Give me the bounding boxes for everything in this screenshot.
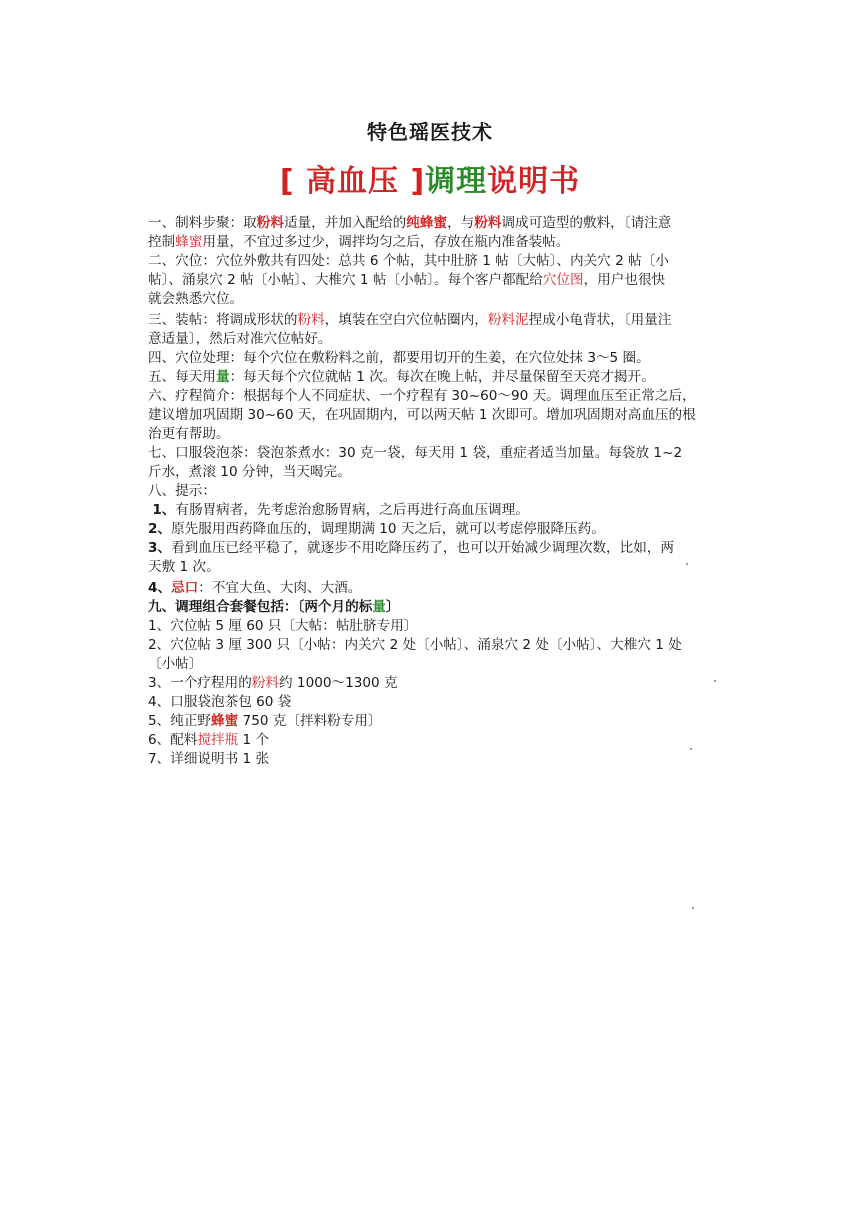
- section-2-line-3: 就会熟悉穴位。: [148, 291, 244, 307]
- package-item-2-line-1: 2、穴位帖 3 厘 300 只〔小帖：内关穴 2 处〔小帖〕、涌泉穴 2 处〔小帖〕、大椎穴 1 处: [148, 637, 682, 653]
- document-body: [148, 214, 713, 769]
- section-8-heading: 八、提示：: [148, 483, 216, 499]
- package-item-5: 5、纯正野蜂蜜 750 克〔拌料粉专用〕: [148, 713, 382, 729]
- section-3-line-1: 三、装帖：将调成形状的粉料，填装在空白穴位帖圈内，粉料泥捏成小龟背状，〔用量注: [148, 312, 672, 328]
- document-title: 特色瑶医技术: [367, 120, 493, 144]
- section-7-line-1: 七、口服袋泡茶：袋泡茶煮水：30 克一袋，每天用 1 袋，重症者适当加量。每袋放 1~2: [148, 445, 683, 461]
- subtitle-bracket-close: ]: [399, 164, 426, 199]
- package-item-3: 3、一个疗程用的粉料约 1000～1300 克: [148, 675, 398, 691]
- section-5-line-1: 五、每天用量：每天每个穴位就帖 1 次。每次在晚上帖，并尽量保留至天亮才揭开。: [148, 369, 655, 385]
- package-item-1: 1、穴位帖 5 厘 60 只〔大帖：帖肚脐专用〕: [148, 618, 418, 634]
- section-6-line-3: 治更有帮助。: [148, 426, 230, 442]
- section-6-line-1: 六、疗程简介：根据每个人不同症状、一个疗程有 30~60～90 天。调理血压至正常之后，: [148, 388, 696, 404]
- document-subtitle: [0, 156, 860, 200]
- package-item-2-line-2: 〔小帖〕: [148, 656, 203, 672]
- section-1-line-1: 一、制料步聚：取粉料适量，并加入配给的纯蜂蜜，与粉料调成可造型的敷料，〔请注意: [148, 215, 672, 231]
- package-item-7: 7、详细说明书 1 张: [148, 751, 270, 767]
- subtitle-end: 说明书: [487, 164, 581, 199]
- package-item-6: 6、配料搅拌瓶 1 个: [148, 732, 270, 748]
- scan-speck: [692, 907, 694, 909]
- package-item-4: 4、口服袋泡茶包 60 袋: [148, 694, 292, 710]
- scan-speck: [686, 563, 688, 565]
- section-2-line-1: 二、穴位：穴位外敷共有四处：总共 6 个帖，其中肚脐 1 帖〔大帖〕、内关穴 2 帖〔小: [148, 253, 669, 269]
- section-2-line-2: 帖〕、涌泉穴 2 帖〔小帖〕、大椎穴 1 帖〔小帖〕。每个客户都配给穴位图，用户也很快: [148, 272, 666, 288]
- section-6-line-2: 建议增加巩固期 30~60 天，在巩固期内，可以两天帖 1 次即可。增加巩固期对高血压的根: [148, 407, 696, 423]
- tip-4: 4、忌口：不宜大鱼、大肉、大酒。: [148, 580, 362, 596]
- section-9-heading: 九、调理组合套餐包括：〔两个月的标量〕: [148, 599, 400, 615]
- section-3-line-2: 意适量〕，然后对准穴位帖好。: [148, 331, 332, 347]
- subtitle-disease: 高血压: [306, 164, 399, 199]
- section-4-line-1: 四、穴位处理：每个穴位在敷粉料之前，都要用切开的生姜，在穴位处抹 3～5 圈。: [148, 350, 650, 366]
- subtitle-bracket-open: [: [279, 164, 306, 199]
- scan-speck: [690, 748, 692, 750]
- section-7-line-2: 斤水，煮滚 10 分钟，当天喝完。: [148, 464, 351, 480]
- subtitle-mid: 调理: [425, 164, 488, 199]
- tip-3-line-2: 天敷 1 次。: [148, 559, 220, 575]
- section-1-line-2: 控制蜂蜜用量，不宜过多过少，调拌均匀之后，存放在瓶内准备装帖。: [148, 234, 570, 250]
- tip-1: 1、有肠胃病者，先考虑治愈肠胃病，之后再进行高血压调理。: [152, 502, 529, 518]
- scan-speck: [714, 680, 716, 682]
- tip-2: 2、原先服用西药降血压的，调理期满 10 天之后，就可以考虑停服降压药。: [148, 521, 605, 537]
- tip-3-line-1: 3、看到血压已经平稳了，就逐步不用吃降压药了，也可以开始减少调理次数，比如，两: [148, 540, 675, 556]
